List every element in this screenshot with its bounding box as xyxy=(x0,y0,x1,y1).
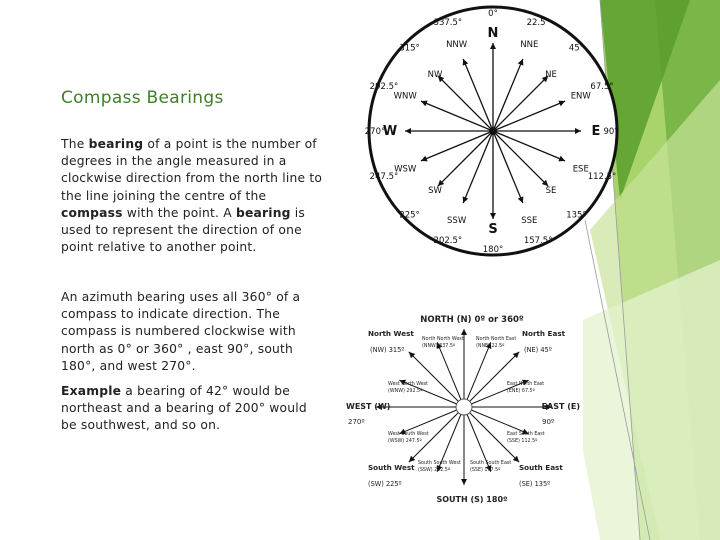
compass-center xyxy=(489,127,497,135)
slide-title: Compass Bearings xyxy=(61,88,224,108)
east-label: EAST (E) xyxy=(541,402,580,411)
compass-degree-ssw: 202.5° xyxy=(433,236,463,247)
southeast-degree: (SE) 135º xyxy=(519,480,551,488)
compass-degree-ne: 45° xyxy=(568,43,584,54)
compass-point-nnw: NNW xyxy=(446,40,468,51)
green-triangle-light xyxy=(560,260,720,540)
compass-chart-center xyxy=(456,399,472,415)
wnw-degree: (WNW) 292.5º xyxy=(388,389,423,394)
northeast-degree: (NE) 45º xyxy=(524,346,552,354)
compass-point-s: S xyxy=(488,222,498,237)
nne-degree: (NNE) 22.5º xyxy=(476,344,505,349)
northwest-degree: (NW) 315º xyxy=(370,346,405,354)
compass-point-wnw: WNW xyxy=(393,91,417,102)
ssw-degree: (SSW) 202.5º xyxy=(418,468,451,473)
sse-degree: (SSE) 157.5º xyxy=(470,468,501,473)
compass-point-enw: ENW xyxy=(570,91,591,102)
compass-degree-sse: 157.5° xyxy=(523,236,553,247)
nnw-name: North North West xyxy=(422,337,464,342)
compass-point-n: N xyxy=(487,26,499,41)
example-text: a bearing of 42° would be northeast and a bearing of 200° would be southwest, and so on. xyxy=(61,384,307,433)
compass-degree-s: 180° xyxy=(482,245,504,255)
compass-degree-sw: 225° xyxy=(399,210,420,221)
chart-arrow-2-line xyxy=(464,352,519,407)
ssw-name: South South West xyxy=(418,461,461,466)
compass-point-ne: NE xyxy=(545,70,557,81)
compass-degree-w: 270° xyxy=(364,127,386,137)
southwest-degree: (SW) 225º xyxy=(368,480,402,488)
example-label: Example xyxy=(61,384,122,398)
compass-point-w: W xyxy=(382,124,398,139)
compass-degree-nw: 315° xyxy=(399,43,420,54)
north-label: NORTH (N) 0º or 360º xyxy=(420,315,524,325)
azimuth-paragraph: An azimuth bearing uses all 360° of a compass to indicate direction. The compass is numbered clockwise with north as 0° or 360° , east 90°, south 180°, and west 270°. xyxy=(61,290,301,373)
compass-degree-enw: 67.5° xyxy=(590,81,614,92)
east-degree: 90º xyxy=(542,418,555,426)
northeast-label: North East xyxy=(522,329,566,338)
compass-point-wsw: WSW xyxy=(394,164,417,175)
compass-degree-se: 135° xyxy=(566,210,587,221)
wsw-name: West South West xyxy=(388,432,429,437)
wnw-name: West North West xyxy=(388,382,429,387)
ene-degree: (ENE) 67.5º xyxy=(507,389,535,394)
compass-degree-wnw: 292.5° xyxy=(369,81,399,92)
ese-degree: (SSE) 112.5º xyxy=(507,439,538,444)
ene-name: East North East xyxy=(507,382,545,387)
compass-point-ese: ESE xyxy=(572,164,589,175)
text: with the point. A xyxy=(122,205,236,220)
ese-name: East South East xyxy=(507,432,545,437)
west-degree: 270º xyxy=(348,418,365,426)
northwest-label: North West xyxy=(368,329,414,338)
compass-bearings-chart xyxy=(342,307,583,509)
compass-degree-ese: 112.5° xyxy=(587,172,617,183)
compass-degree-nne: 22.5° xyxy=(526,17,550,28)
bold-term: bearing xyxy=(88,137,144,151)
west-label: WEST (W) xyxy=(346,402,391,411)
compass-point-e: E xyxy=(591,124,601,139)
compass-point-sw: SW xyxy=(428,185,442,196)
bold-term: compass xyxy=(61,205,123,220)
chart-arrow-14-line xyxy=(409,352,464,407)
chart-arrow-8-head xyxy=(461,479,467,485)
text: is used to represent the direction of one point relative to another point. xyxy=(61,205,306,255)
example-paragraph xyxy=(61,383,323,435)
compass-degree-nnw: 337.5° xyxy=(433,17,463,28)
text: of a point is the number of degrees in the angle measured in a clockwise direction from the north line to the line joining the centre of the xyxy=(61,137,323,203)
compass-degree-e: 90° xyxy=(603,127,619,137)
compass-degree-n: 0° xyxy=(488,9,498,19)
compass-point-nw: NW xyxy=(427,70,443,81)
compass-point-se: SE xyxy=(545,185,557,196)
chart-arrow-0-head xyxy=(461,329,467,335)
sse-name: South South East xyxy=(470,461,512,466)
nnw-degree: (NNW) 337.5º xyxy=(422,344,456,349)
southeast-label: South East xyxy=(519,463,563,472)
compass-point-sse: SSE xyxy=(521,215,538,226)
compass-point-nne: NNE xyxy=(520,40,539,51)
compass-point-ssw: SSW xyxy=(447,215,467,226)
nne-name: North North East xyxy=(476,337,517,342)
compass-rose-diagram xyxy=(360,0,619,255)
south-label: SOUTH (S) 180º xyxy=(436,495,508,504)
southwest-label: South West xyxy=(368,463,415,472)
wsw-degree: (WSW) 247.5º xyxy=(388,439,422,444)
bold-term: bearing xyxy=(236,205,291,220)
text: The xyxy=(61,137,89,151)
compass-degree-wsw: 247.5° xyxy=(369,172,399,183)
bearing-definition-paragraph xyxy=(61,136,323,256)
